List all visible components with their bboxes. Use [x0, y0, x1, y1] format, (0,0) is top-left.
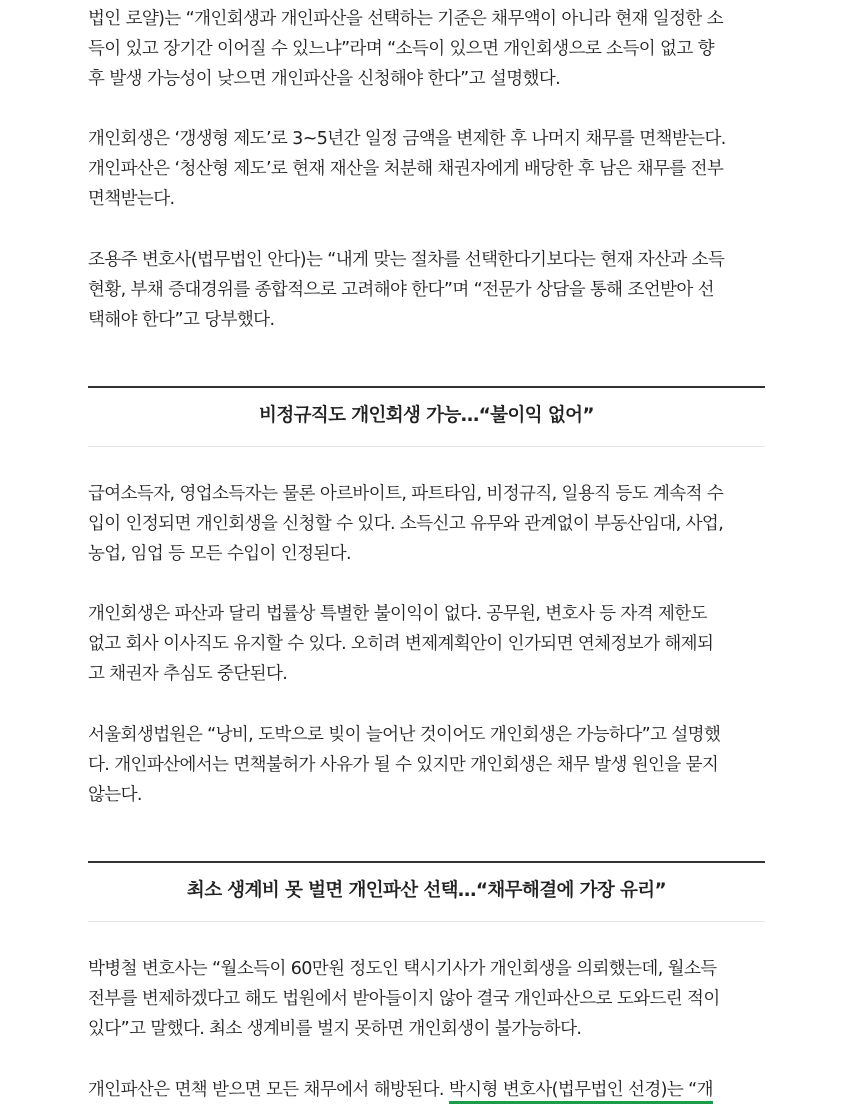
section-subheading	[88, 386, 765, 447]
article-paragraph: 개인회생은 파산과 달리 법률상 특별한 불이익이 없다. 공무원, 변호사 등 자격 제한도 없고 회사 이사직도 유지할 수 있다. 오히려 변제계획안이 인가되면 연체정보가 해제되 고 채권자 추심도 중단된다.	[88, 604, 714, 684]
subheading-text: 비정규직도 개인회생 가능…“불이익 없어”	[88, 388, 765, 447]
article-paragraph	[88, 1075, 713, 1105]
article-paragraph: 박병철 변호사는 “월소득이 60만원 정도인 택시기사가 개인회생을 의뢰했는데, 월소득 전부를 변제하겠다고 해도 법원에서 받아들이지 않아 결국 개인파산으로 도와드린 적이 있다”고 말했다. 최소 생계비를 벌지 못하면 개인회생이 불가능하다.	[88, 959, 720, 1039]
article-paragraph: 조용주 변호사(법무법인 안다)는 “내게 맞는 절차를 선택한다기보다는 현재 자산과 소득 현황, 부채 증대경위를 종합적으로 고려해야 한다”며 “전문가 상담을 통해 조언받아 선 택해야 한다”고 당부했다.	[88, 250, 725, 330]
article-paragraph: 급여소득자, 영업소득자는 물론 아르바이트, 파트타임, 비정규직, 일용직 등도 계속적 수 입이 인정되면 개인회생을 신청할 수 있다. 소득신고 유무와 관계없이 부동산임대, 사업, 농업, 임업 등 모든 수입이 인정된다.	[88, 484, 724, 564]
paragraph-text: 개인파산은 면책 받으면 모든 채무에서 해방된다.	[88, 1080, 449, 1100]
highlighted-quote-link[interactable]: 박시형 변호사(법무법인 선경)는 “개	[449, 1080, 713, 1104]
section-subheading	[88, 861, 765, 922]
article-paragraph: 개인회생은 ‘갱생형 제도’로 3~5년간 일정 금액을 변제한 후 나머지 채무를 면책받는다. 개인파산은 ‘청산형 제도’로 현재 재산을 처분해 채권자에게 배당한 후 남은 채무를 전부 면책받는다.	[88, 129, 726, 209]
article-paragraph: 법인 로얄)는 “개인회생과 개인파산을 선택하는 기준은 채무액이 아니라 현재 일정한 소 득이 있고 장기간 이어질 수 있느냐”라며 “소득이 있으면 개인회생으로 소득이 없고 향 후 발생 가능성이 낮으면 개인파산을 신청해야 한다”고 설명했다.	[88, 9, 723, 89]
subheading-text: 최소 생계비 못 벌면 개인파산 선택…“채무해결에 가장 유리”	[88, 863, 765, 922]
article-paragraph: 서울회생법원은 “낭비, 도박으로 빚이 늘어난 것이어도 개인회생은 가능하다”고 설명했 다. 개인파산에서는 면책불허가 사유가 될 수 있지만 개인회생은 채무 발생 원인을 묻지 않는다.	[88, 725, 721, 805]
